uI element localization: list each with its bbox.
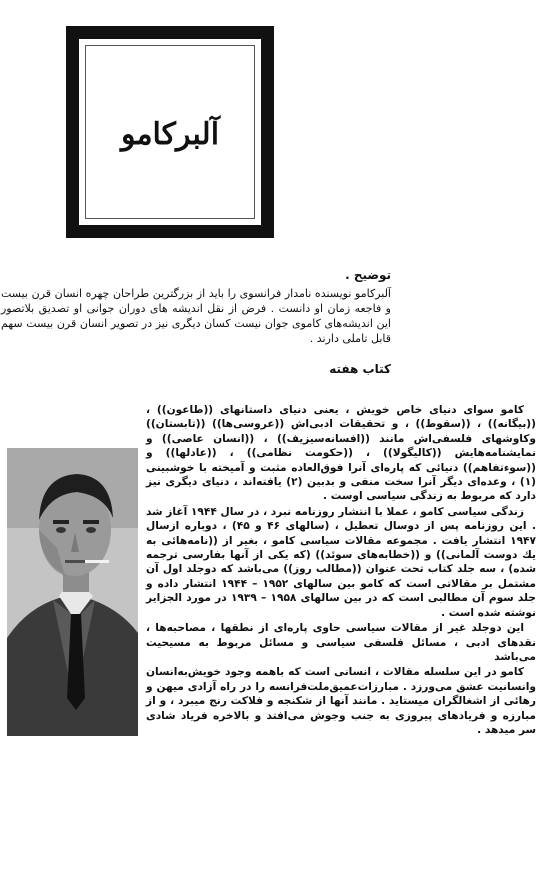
portrait-illustration <box>7 448 138 736</box>
article-paragraph: کامو در این سلسله مقالات ، انسانی است که باهمه وجود خویش‌به‌انسان وانسانیت عشق می‌ورزد . مبارزات‌عمیق‌ملت‌فرانسه را در راه آزادی میهن و رهائی از اشغالگران میستاید . مانند آنها از شکنجه و فلاکت رنج میبرد ، و از مبارزه و فریادهای پیروزی به جنب وجوش می‌افتد و بالاخره فریاد شادی سر میدهد . <box>146 666 536 736</box>
editor-note <box>1 286 391 346</box>
title-frame <box>66 26 274 238</box>
page-title: آلبرکامو <box>120 117 220 152</box>
article-paragraph: کامو سوای دنیای خاص خویش ، یعنی دنیای داستانهای ((طاعون)) ، ((بیگانه)) ، ((سقوط)) ، و تحقیقات ادبی‌اش ((عروسی‌ها)) ((تابستان)) وکاوشهای فلسفی‌اش مانند ((افسانه‌سیزیف)) ، ((انسان عاصی)) و نمایشنامه‌هایش ((کالیگولا)) ، ((حکومت نظامی)) ، ((عادلها)) و ((سوءتفاهم)) دنیائی که پاره‌ای آنرا فوق‌العاده مثبت و آمیخته با خوشبینی (۱) ، وعده‌ای دیگر آنرا سخت منفی و بدبین (۲) یافته‌اند ، دنیای دیگری نیز دارد که مربوط به زندگی سیاسی اوست . <box>146 404 536 503</box>
note-heading: توضیح . <box>345 268 391 282</box>
article-paragraph: این دوجلد غیر از مقالات سیاسی حاوی پاره‌ای از نطقها ، مصاحبه‌ها ، نقدهای ادبی ، مسائل فلسفی سیاسی و مسائل مربوط به مسیحیت می‌باشد <box>146 622 536 663</box>
editor-note-text: آلبرکامو نویسنده نامدار فرانسوی را باید از بزرگترین طراحان چهره انسان قرن بیست و فاجعه زمان او دانست . فرض از نقل اندیشه های دوران جوانی او تصدیق بلاتصور این اندیشه‌های کاموی جوان نیست کسان دیگری نیز در تصویر انسان قرن بیست سهم قابل تاملی دارند . <box>1 287 391 345</box>
article-paragraph: زندگی سیاسی کامو ، عملا با انتشار روزنامه نبرد ، در سال ۱۹۴۴ آغاز شد . این روزنامه پس از دوسال تعطیل ، (سالهای ۴۶ و ۴۵) ، دوباره ازسال ۱۹۴۷ انتشار یافت . مجموعه مقالات سیاسی کامو ، بغیر از ((نامه‌هائی به یك دوست آلمانی)) و ((خطابه‌های سوئد)) (که یکی از آنها بفارسی ترجمه شده) ، سه جلد کتاب تحت عنوان ((مطالب روز)) می‌باشد که دوجلد اول آن مشتمل بر مقالاتی است که کامو بین سالهای ۱۹۵۲ – ۱۹۴۴ انتشار داده و جلد سوم آن مطالبی است که در بین سالهای ۱۹۵۸ – ۱۹۳۹ در مورد الجزایر نوشته شده است . <box>146 505 536 619</box>
note-signature: کتاب هفته <box>329 362 391 376</box>
article-body <box>146 403 536 738</box>
author-portrait <box>7 448 138 736</box>
